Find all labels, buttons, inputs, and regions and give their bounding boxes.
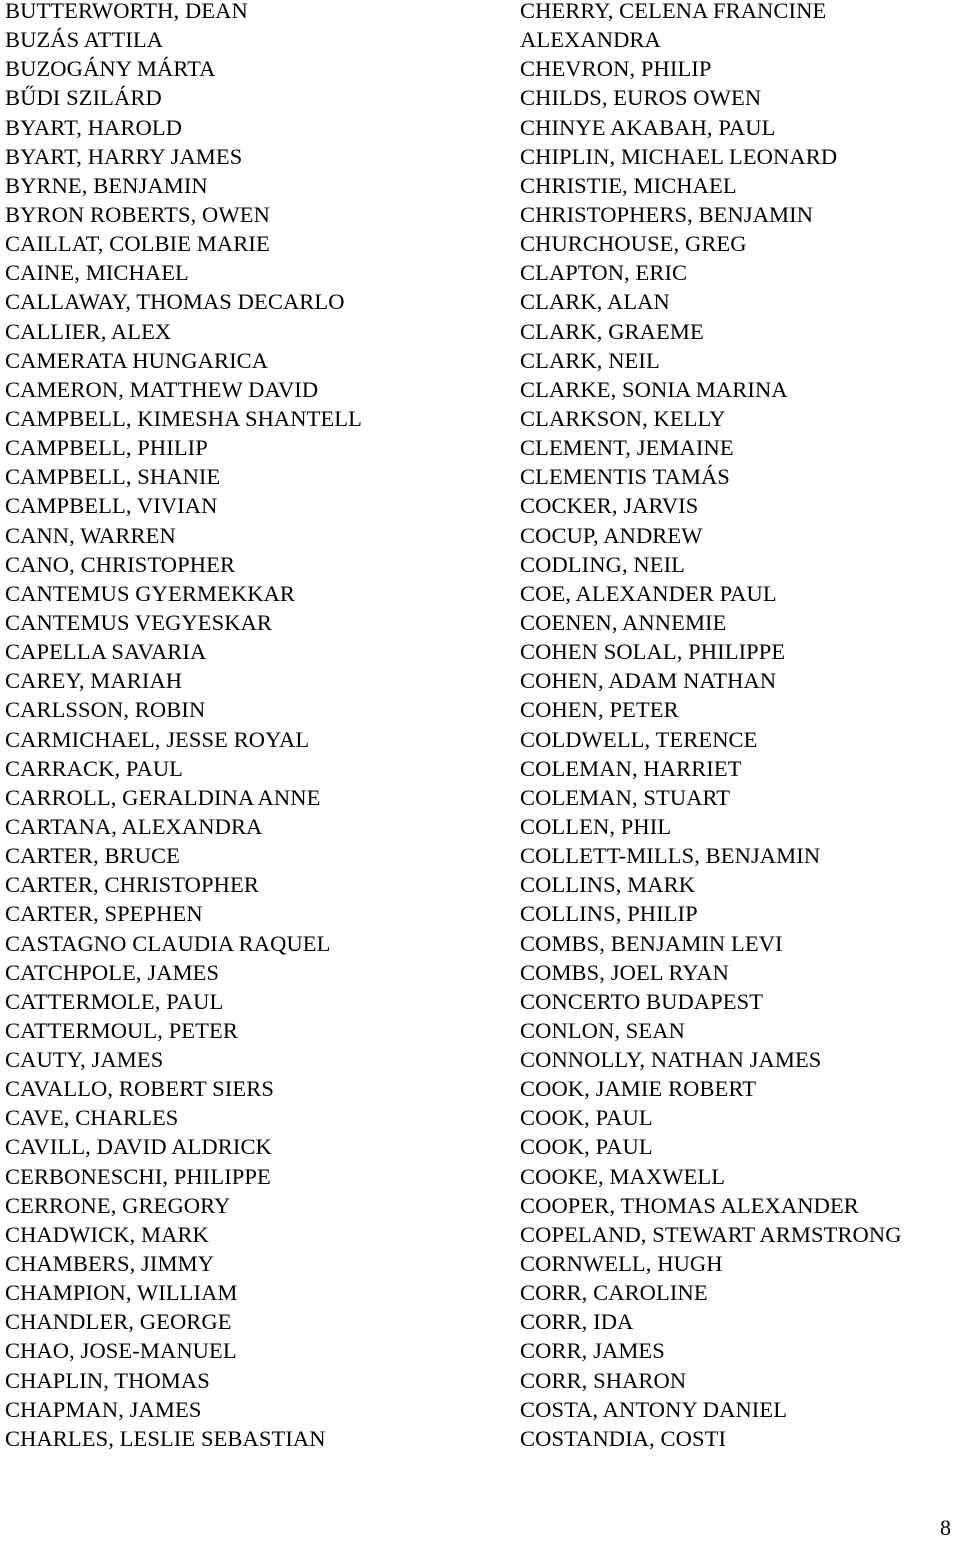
name-entry: CLARKE, SONIA MARINA (520, 376, 788, 402)
name-entry: COHEN SOLAL, PHILIPPE (520, 639, 786, 665)
name-entry: COLLEN, PHIL (520, 813, 672, 839)
name-entry: CLEMENT, JEMAINE (520, 435, 734, 461)
name-entry: CORR, IDA (520, 1309, 634, 1335)
name-entry: CANN, WARREN (5, 522, 176, 548)
name-entry: CAREY, MARIAH (5, 668, 183, 694)
name-entry: CAVALLO, ROBERT SIERS (5, 1076, 274, 1102)
name-entry: CARTER, BRUCE (5, 843, 180, 869)
name-entry: CONLON, SEAN (520, 1017, 685, 1043)
name-entry: CHAO, JOSE-MANUEL (5, 1338, 237, 1364)
name-entry: CHILDS, EUROS OWEN (520, 85, 762, 111)
name-entry: CAINE, MICHAEL (5, 260, 189, 286)
name-entry: CONNOLLY, NATHAN JAMES (520, 1047, 822, 1073)
name-entry: CARROLL, GERALDINA ANNE (5, 784, 321, 810)
name-entry: COLEMAN, HARRIET (520, 755, 742, 781)
name-entry: BYRNE, BENJAMIN (5, 172, 208, 198)
name-entry: CONCERTO BUDAPEST (520, 988, 764, 1014)
name-entry: BŰDI SZILÁRD (5, 85, 162, 111)
name-entry: CARTER, SPEPHEN (5, 901, 203, 927)
name-entry: CLAPTON, ERIC (520, 260, 688, 286)
name-entry: CAMPBELL, PHILIP (5, 435, 208, 461)
name-entry: COCKER, JARVIS (520, 493, 699, 519)
name-entry: COLEMAN, STUART (520, 784, 731, 810)
name-entry: COSTANDIA, COSTI (520, 1425, 727, 1451)
name-entry: COOK, JAMIE ROBERT (520, 1076, 757, 1102)
name-entry: COPELAND, STEWART ARMSTRONG (520, 1221, 902, 1247)
name-entry: COE, ALEXANDER PAUL (520, 580, 777, 606)
name-entry: CASTAGNO CLAUDIA RAQUEL (5, 930, 331, 956)
name-entry: BUTTERWORTH, DEAN (5, 0, 248, 23)
name-entry: COOKE, MAXWELL (520, 1163, 726, 1189)
name-entry: COLDWELL, TERENCE (520, 726, 758, 752)
name-entry: COHEN, ADAM NATHAN (520, 668, 777, 694)
name-entry: CLEMENTIS TAMÁS (520, 464, 730, 490)
name-entry: CHURCHOUSE, GREG (520, 231, 747, 257)
name-entry: COLLINS, PHILIP (520, 901, 698, 927)
name-entry: CARMICHAEL, JESSE ROYAL (5, 726, 310, 752)
name-entry: CHRISTOPHERS, BENJAMIN (520, 201, 814, 227)
left-name-column (5, 0, 505, 1457)
name-entry: CORNWELL, HUGH (520, 1251, 723, 1277)
name-entry: COENEN, ANNEMIE (520, 609, 727, 635)
name-entry: CALLAWAY, THOMAS DECARLO (5, 289, 345, 315)
name-entry: BYART, HARRY JAMES (5, 143, 243, 169)
name-entry: CATTERMOLE, PAUL (5, 988, 224, 1014)
name-entry: CAUTY, JAMES (5, 1047, 164, 1073)
name-entry: COLLETT-MILLS, BENJAMIN (520, 843, 821, 869)
name-entry: CERBONESCHI, PHILIPPE (5, 1163, 271, 1189)
name-entry: CHAMPION, WILLIAM (5, 1280, 238, 1306)
name-entry: COHEN, PETER (520, 697, 679, 723)
name-entry: CODLING, NEIL (520, 551, 686, 577)
name-entry: CERRONE, GREGORY (5, 1192, 231, 1218)
name-entry: CAMPBELL, VIVIAN (5, 493, 218, 519)
name-entry: COLLINS, MARK (520, 872, 696, 898)
name-entry: COCUP, ANDREW (520, 522, 703, 548)
name-entry: CHAPMAN, JAMES (5, 1396, 202, 1422)
name-entry: CHRISTIE, MICHAEL (520, 172, 737, 198)
name-entry: BYART, HAROLD (5, 114, 183, 140)
right-name-column (520, 0, 960, 1457)
name-entry: COMBS, BENJAMIN LEVI (520, 930, 783, 956)
name-entry: CHARLES, LESLIE SEBASTIAN (5, 1425, 326, 1451)
name-entry: CHINYE AKABAH, PAUL (520, 114, 776, 140)
name-entry: CARTANA, ALEXANDRA (5, 813, 263, 839)
name-entry: COOPER, THOMAS ALEXANDER (520, 1192, 859, 1218)
name-entry: CAMPBELL, KIMESHA SHANTELL (5, 405, 362, 431)
name-entry: CHEVRON, PHILIP (520, 56, 712, 82)
name-entry: CAPELLA SAVARIA (5, 639, 207, 665)
name-entry: ALEXANDRA (520, 27, 661, 53)
name-entry: CAMPBELL, SHANIE (5, 464, 221, 490)
name-entry: CORR, CAROLINE (520, 1280, 708, 1306)
name-entry: CATTERMOUL, PETER (5, 1017, 238, 1043)
name-entry: CORR, SHARON (520, 1367, 687, 1393)
name-entry: CAMERATA HUNGARICA (5, 347, 269, 373)
name-entry: CORR, JAMES (520, 1338, 665, 1364)
name-entry: COMBS, JOEL RYAN (520, 959, 729, 985)
name-entry: CLARK, NEIL (520, 347, 660, 373)
name-entry: CANTEMUS GYERMEKKAR (5, 580, 296, 606)
name-entry: CARTER, CHRISTOPHER (5, 872, 259, 898)
name-entry: COSTA, ANTONY DANIEL (520, 1396, 788, 1422)
name-entry: CLARK, ALAN (520, 289, 670, 315)
name-entry: CHANDLER, GEORGE (5, 1309, 232, 1335)
name-entry: CARLSSON, ROBIN (5, 697, 206, 723)
name-entry: CLARKSON, KELLY (520, 405, 726, 431)
name-entry: CAILLAT, COLBIE MARIE (5, 231, 270, 257)
name-entry: CAVE, CHARLES (5, 1105, 179, 1131)
name-entry: CLARK, GRAEME (520, 318, 704, 344)
name-entry: CAMERON, MATTHEW DAVID (5, 376, 319, 402)
name-entry: CALLIER, ALEX (5, 318, 172, 344)
name-entry: COOK, PAUL (520, 1134, 653, 1160)
page-number: 8 (940, 1515, 951, 1540)
name-entry: CAVILL, DAVID ALDRICK (5, 1134, 272, 1160)
name-entry: CANO, CHRISTOPHER (5, 551, 236, 577)
name-entry: CANTEMUS VEGYESKAR (5, 609, 273, 635)
name-entry: CHAPLIN, THOMAS (5, 1367, 210, 1393)
name-entry: CATCHPOLE, JAMES (5, 959, 220, 985)
name-entry: CHADWICK, MARK (5, 1221, 209, 1247)
name-entry: CHAMBERS, JIMMY (5, 1251, 215, 1277)
name-entry: CARRACK, PAUL (5, 755, 184, 781)
name-entry: BUZÁS ATTILA (5, 27, 164, 53)
name-entry: BUZOGÁNY MÁRTA (5, 56, 216, 82)
name-entry: BYRON ROBERTS, OWEN (5, 201, 270, 227)
name-entry: CHIPLIN, MICHAEL LEONARD (520, 143, 838, 169)
name-entry: COOK, PAUL (520, 1105, 653, 1131)
name-entry: CHERRY, CELENA FRANCINE (520, 0, 827, 23)
